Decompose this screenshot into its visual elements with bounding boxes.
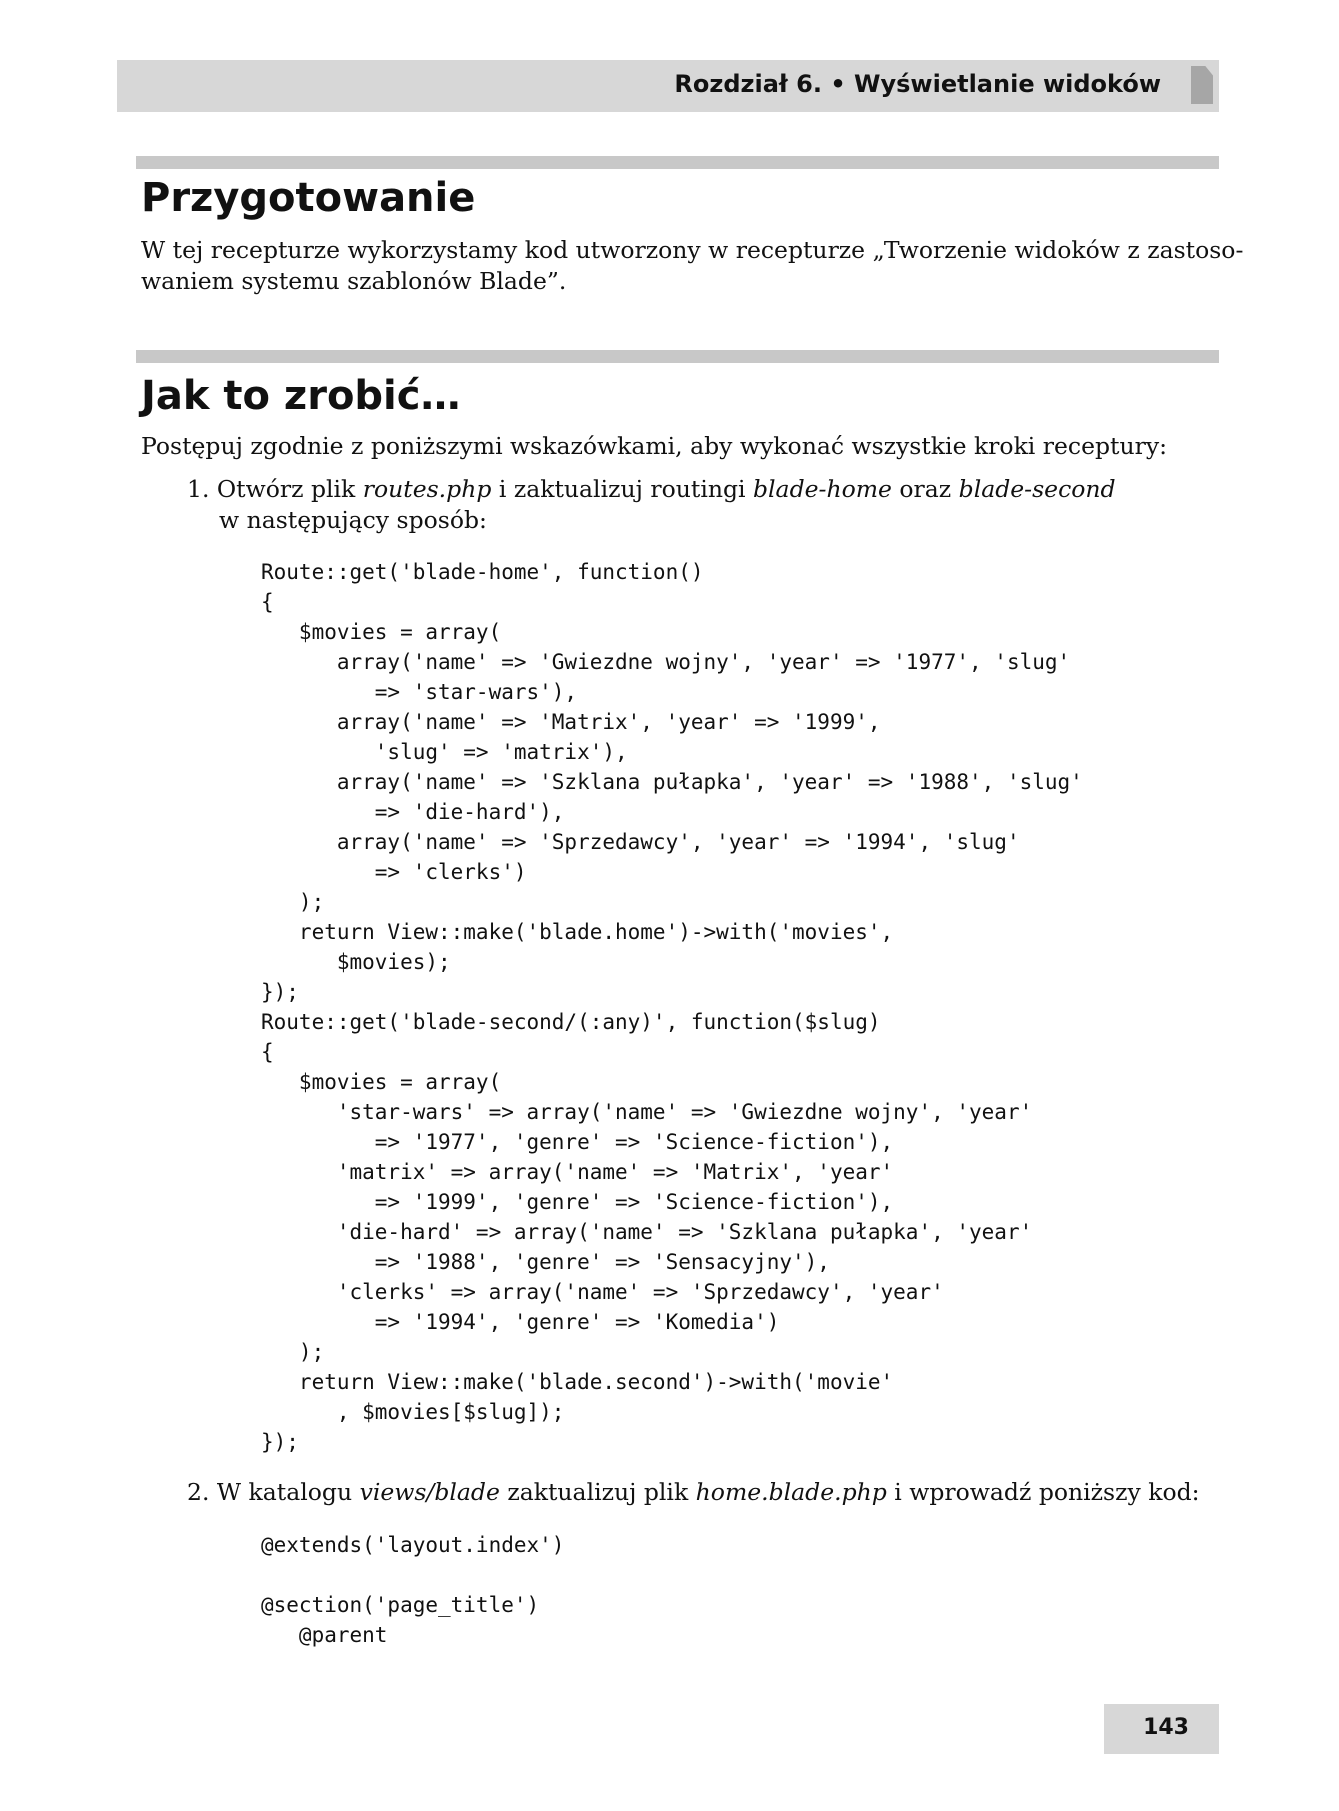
code-block-home-blade: @extends('layout.index') @section('page_title') @parent bbox=[261, 1533, 565, 1647]
section-divider-preparation bbox=[136, 156, 1219, 169]
preparation-paragraph bbox=[141, 235, 1243, 297]
code-block-routes: Route::get('blade-home', function() { $movies = array( array('name' => 'Gwiezdne wojny', 'year' => '1977', 'slug' => 'star-wars'), array('name' => 'Matrix', 'year' => '1999', 'slug' => 'matrix'), array('name' => 'Szklana pułapka', 'year' => '1988', 'slug' => 'die-hard'), array('name' => 'Sprzedawcy', 'year' => '1994', 'slug' => 'clerks') ); return View::make('blade.home')->with('movies', $movies); }); Route::get('blade-second/(:any)', function($slug) { $movies = array( 'star-wars' => array('name' => 'Gwiezdne wojny', 'year' => '1977', 'genre' => 'Science-fiction'), 'matrix' => array('name' => 'Matrix', 'year' => '1999', 'genre' => 'Science-fiction'), 'die-hard' => array('name' => 'Szklana pułapka', 'year' => '1988', 'genre' => 'Sensacyjny'), 'clerks' => array('name' => 'Sprzedawcy', 'year' => '1994', 'genre' => 'Komedia') ); return View::make('blade.second')->with('movie' , $movies[$slug]); }); bbox=[261, 560, 1083, 1454]
step-1 bbox=[187, 474, 1116, 505]
step-1-text-b: i zaktualizuj routingi bbox=[491, 475, 753, 503]
chapter-title: Rozdział 6. • Wyświetlanie widoków bbox=[674, 70, 1161, 98]
step-2-text-b: zaktualizuj plik bbox=[499, 1478, 696, 1506]
step-1-text-a: Otwórz plik bbox=[216, 475, 363, 503]
step-2-text-c: i wprowadź poniższy kod: bbox=[886, 1478, 1200, 1506]
step-1-text-c: oraz bbox=[891, 475, 959, 503]
page-number-box bbox=[1104, 1704, 1219, 1754]
step-2-text-a: W katalogu bbox=[216, 1478, 360, 1506]
running-header bbox=[117, 60, 1219, 112]
step-1-route-1: blade-home bbox=[753, 475, 892, 503]
step-1-number: 1. bbox=[187, 475, 210, 503]
section-divider-howto bbox=[136, 350, 1219, 363]
step-2 bbox=[187, 1477, 1200, 1508]
step-1-route-2: blade-second bbox=[958, 475, 1116, 503]
step-2-file: home.blade.php bbox=[695, 1478, 887, 1506]
section-heading-howto: Jak to zrobić… bbox=[141, 373, 461, 419]
section-heading-preparation: Przygotowanie bbox=[141, 175, 476, 221]
step-2-folder: views/blade bbox=[359, 1478, 500, 1506]
howto-intro: Postępuj zgodnie z poniższymi wskazówkami, aby wykonać wszystkie kroki receptury: bbox=[141, 432, 1168, 460]
page-number: 143 bbox=[1143, 1715, 1189, 1740]
step-2-number: 2. bbox=[187, 1478, 210, 1506]
page-corner-tab bbox=[1191, 66, 1213, 104]
step-1-file: routes.php bbox=[362, 475, 492, 503]
preparation-paragraph-line-1: W tej recepturze wykorzystamy kod utworzony w recepturze „Tworzenie widoków z zastoso- bbox=[141, 236, 1244, 264]
preparation-paragraph-line-2: waniem systemu szablonów Blade”. bbox=[141, 267, 567, 295]
step-1-line-2: w następujący sposób: bbox=[219, 506, 487, 534]
